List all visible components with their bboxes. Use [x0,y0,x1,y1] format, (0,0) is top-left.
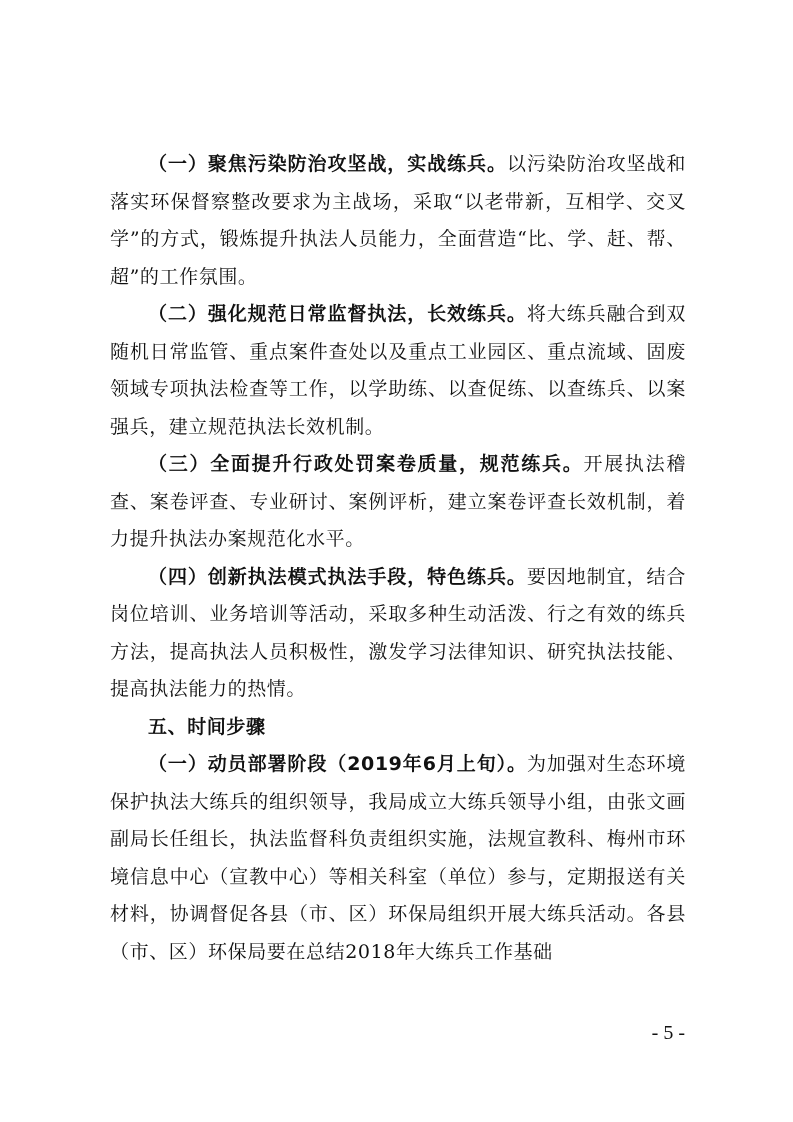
paragraph-2-lead: （二）强化规范日常监督执法，长效练兵。 [148,303,527,325]
page-number: - 5 - [651,1022,685,1044]
paragraph-1-body: 以污染防治攻坚战和落实环保督察整改要求为主战场，采取“以老带新，互相学、交叉学”的方式，锻炼提升执法人员能力，全面营造“比、学、赶、帮、超”的工作氛围。 [110,153,686,288]
paragraph-2-body: 将大练兵融合到双随机日常监管、重点案件查处以及重点工业园区、重点流域、固废领域专项执法检查等工作，以学助练、以查促练、以查练兵、以案强兵，建立规范执法长效机制。 [110,303,686,438]
paragraph-1 [110,146,686,296]
paragraph-5 [110,746,686,971]
paragraph-4-lead: （四）创新执法模式执法手段，特色练兵。 [148,565,527,588]
paragraph-3-lead: （三）全面提升行政处罚案卷质量，规范练兵。 [148,453,584,475]
section-heading: 五、时间步骤 [148,715,266,738]
paragraph-2 [110,296,686,446]
paragraph-4 [110,559,686,709]
paragraph-5-lead: （一）动员部署阶段（2019年6月上旬）。 [148,753,527,775]
paragraph-3-body: 开展执法稽查、案卷评查、专业研讨、案例评析，建立案卷评查长效机制，着力提升执法办案规范化水平。 [110,453,686,550]
paragraph-5-body: 为加强对生态环境保护执法大练兵的组织领导，我局成立大练兵领导小组，由张文画副局长任组长，执法监督科负责组织实施，法规宣教科、梅州市环境信息中心（宣教中心）等相关科室（单位）参与，定期报送有关材料，协调督促各县（市、区）环保局组织开展大练兵活动。各县（市、区）环保局要在总结2018年大练兵工作基础 [110,753,686,963]
paragraph-1-lead: （一）聚焦污染防治攻坚战，实战练兵。 [148,153,507,175]
paragraph-4-body: 要因地制宜，结合岗位培训、业务培训等活动，采取多种生动活泼、行之有效的练兵方法，提高执法人员积极性，激发学习法律知识、研究执法技能、提高执法能力的热情。 [110,565,686,700]
paragraph-3 [110,446,686,559]
document-body [110,146,686,971]
